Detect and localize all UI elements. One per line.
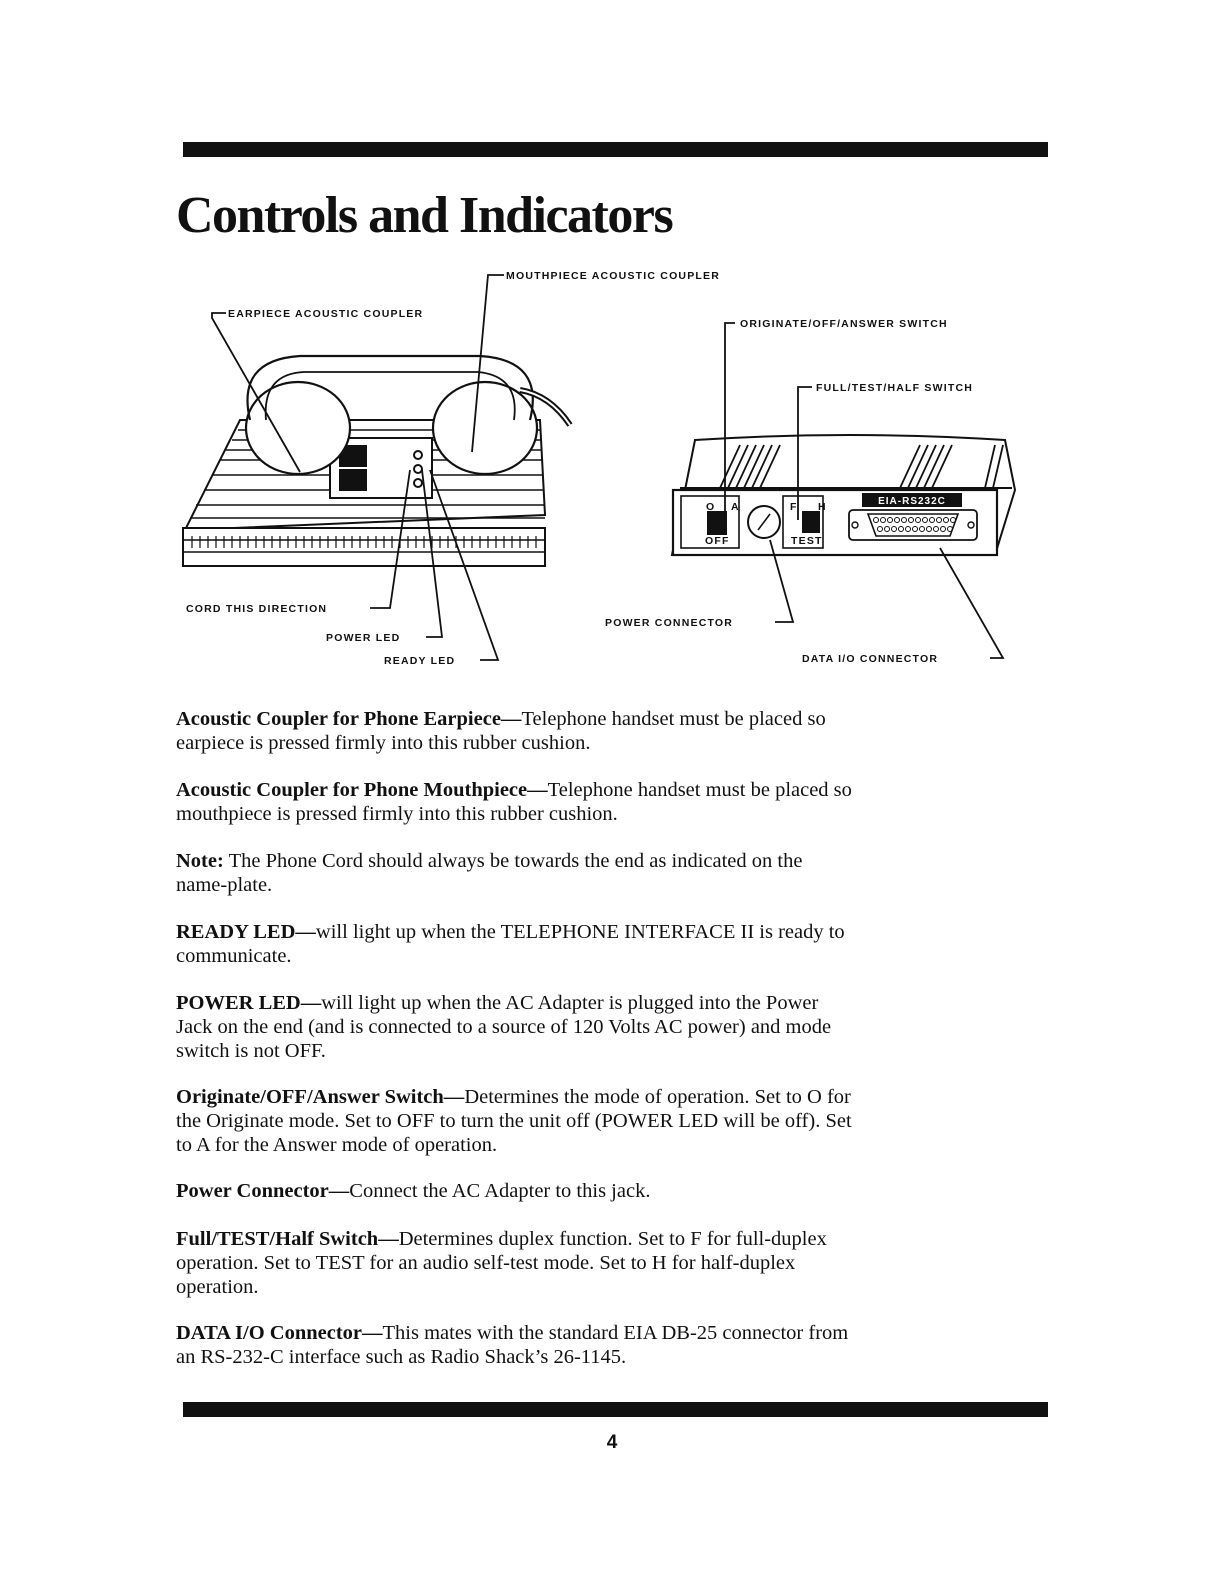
section-ready-led: READY LED—will light up when the TELEPHONE INTERFACE II is ready to communicate. — [176, 921, 845, 967]
section-data-connector: DATA I/O Connector—This mates with the standard EIA DB-25 connector from an RS-232-C interface such as Radio Shack’s 26-1145. — [176, 1322, 849, 1368]
mode-off-label: OFF — [705, 535, 730, 547]
label-mode-switch: ORIGINATE/OFF/ANSWER SWITCH — [740, 318, 948, 330]
section-power-led: POWER LED—will light up when the AC Adapter is plugged into the Power Jack on the end (and is connected to a source of 120 Volts AC power) and mode switch is not OFF. — [176, 992, 832, 1062]
duplex-f-label: F — [790, 501, 798, 513]
page-number: 4 — [606, 1432, 618, 1453]
duplex-test-label: TEST — [791, 535, 823, 547]
label-data-connector: DATA I/O CONNECTOR — [802, 653, 939, 665]
section-mode-switch: Originate/OFF/Answer Switch—Determines the mode of operation. Set to O for the Originate mode. Set to OFF to turn the unit off (POWER LED will be off). Set to A for the Answer mode of operation. — [176, 1086, 852, 1156]
section-mouthpiece-coupler: Acoustic Coupler for Phone Mouthpiece—Telephone handset must be placed so mouthpiece is pressed firmly into this rubber cushion. — [176, 779, 852, 825]
section-duplex-switch: Full/TEST/Half Switch—Determines duplex function. Set to F for full-duplex operation. Set to TEST for an audio self-test mode. Set to H for half-duplex operation. — [176, 1228, 827, 1298]
duplex-h-label: H — [818, 501, 827, 513]
bottom-rule — [183, 1402, 1048, 1417]
label-cord-direction: CORD THIS DIRECTION — [186, 603, 328, 615]
section-note: Note: The Phone Cord should always be towards the end as indicated on the name-plate. — [176, 850, 803, 896]
label-ready-led: READY LED — [384, 655, 456, 667]
mode-a-label: A — [731, 501, 740, 513]
label-power-connector: POWER CONNECTOR — [605, 617, 734, 629]
acoustic-coupler-illustration — [183, 356, 570, 566]
label-earpiece-coupler: EARPIECE ACOUSTIC COUPLER — [228, 308, 424, 320]
section-earpiece-coupler: Acoustic Coupler for Phone Earpiece—Telephone handset must be placed so earpiece is pressed firmly into this rubber cushion. — [176, 708, 826, 754]
mode-o-label: O — [706, 501, 716, 513]
label-power-led: POWER LED — [326, 632, 401, 644]
device-diagram — [0, 0, 1224, 700]
label-mouthpiece-coupler: MOUTHPIECE ACOUSTIC COUPLER — [506, 270, 721, 282]
eia-label: EIA-RS232C — [878, 496, 946, 507]
page-title: Controls and Indicators — [176, 187, 673, 244]
section-power-connector: Power Connector—Connect the AC Adapter to this jack. — [176, 1180, 651, 1202]
label-duplex-switch: FULL/TEST/HALF SWITCH — [816, 382, 974, 394]
